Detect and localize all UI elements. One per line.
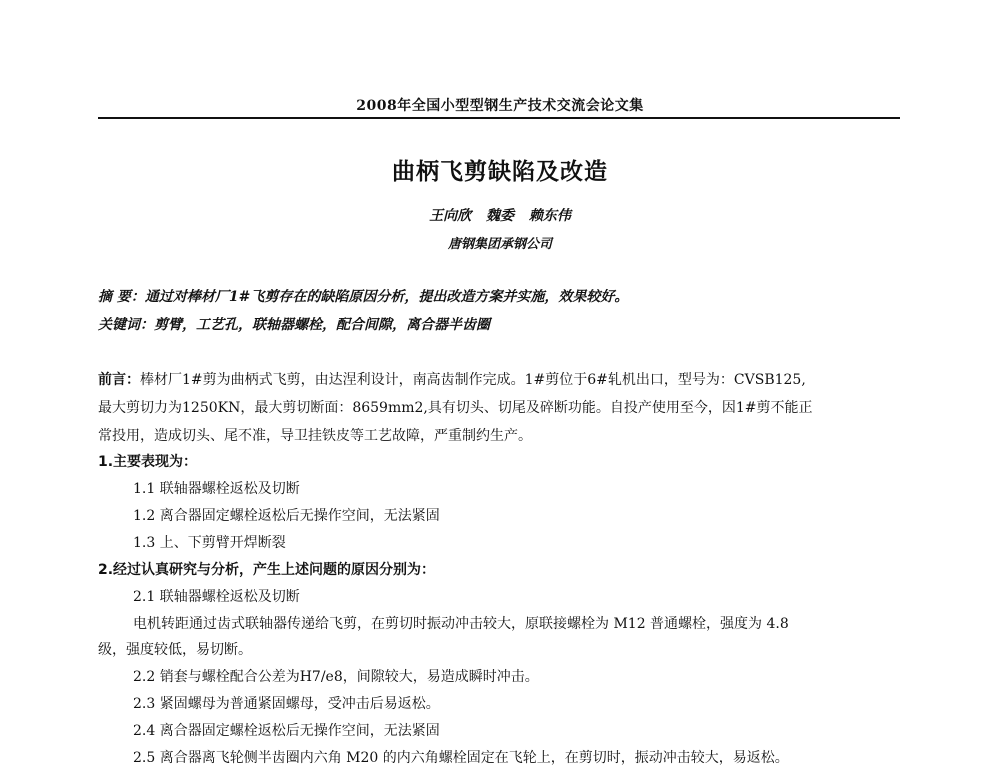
abstract-label: 摘 要： xyxy=(98,289,145,305)
keywords-text: 剪臂，工艺孔，联轴器螺栓，配合间隙，离合器半齿圈 xyxy=(154,317,490,333)
abstract xyxy=(98,288,903,306)
list-item: 1.2 离合器固定螺栓返松后无操作空间，无法紧固 xyxy=(133,508,440,524)
section-1-heading: 1.主要表现为： xyxy=(98,454,198,470)
paper-title: 曲柄飞剪缺陷及改造 xyxy=(392,158,608,185)
list-item: 2.3 紧固螺母为普通紧固螺母，受冲击后易返松。 xyxy=(133,696,440,712)
preface-label: 前言： xyxy=(98,372,140,388)
list-item: 1.1 联轴器螺栓返松及切断 xyxy=(133,481,300,497)
preface-line-3: 常投用，造成切头、尾不准，导卫挂铁皮等工艺故障，严重制约生产。 xyxy=(98,428,532,444)
list-item: 2.4 离合器固定螺栓返松后无操作空间，无法紧固 xyxy=(133,723,440,739)
running-header: 2008年全国小型型钢生产技术交流会论文集 xyxy=(356,98,644,114)
abstract-text: 通过对棒材厂1#飞剪存在的缺陷原因分析，提出改造方案并实施，效果较好。 xyxy=(144,289,629,305)
author-list: 王向欣 魏委 赖东伟 xyxy=(429,208,571,224)
author-affiliation: 唐钢集团承钢公司 xyxy=(447,237,552,252)
list-item: 1.3 上、下剪臂开焊断裂 xyxy=(133,535,286,551)
header-divider xyxy=(98,117,900,119)
paragraph-line: 电机转距通过齿式联轴器传递给飞剪，在剪切时振动冲击较大，原联接螺栓为 M12 普通螺栓，强度为 4.8 xyxy=(133,616,789,632)
preface-text-1: 棒材厂1#剪为曲柄式飞剪，由达涅利设计，南高齿制作完成。1#剪位于6#轧机出口，型号为：CVSB125, xyxy=(140,372,806,388)
keywords-label: 关键词： xyxy=(98,317,154,333)
preface-line-2: 最大剪切力为1250KN，最大剪切断面：8659mm2,具有切头、切尾及碎断功能。自投产使用至今，因1#剪不能正 xyxy=(98,400,813,416)
list-item: 2.2 销套与螺栓配合公差为H7/e8，间隙较大，易造成瞬时冲击。 xyxy=(133,669,539,685)
preface-line-1 xyxy=(98,371,903,389)
section-2-heading: 2.经过认真研究与分析，产生上述问题的原因分别为： xyxy=(98,562,436,578)
keywords xyxy=(98,316,903,334)
list-item: 2.1 联轴器螺栓返松及切断 xyxy=(133,589,300,605)
paragraph-line: 级，强度较低，易切断。 xyxy=(98,642,252,658)
list-item: 2.5 离合器离飞轮侧半齿圈内六角 M20 的内六角螺栓固定在飞轮上，在剪切时，振动冲击较大，易返松。 xyxy=(133,750,789,766)
